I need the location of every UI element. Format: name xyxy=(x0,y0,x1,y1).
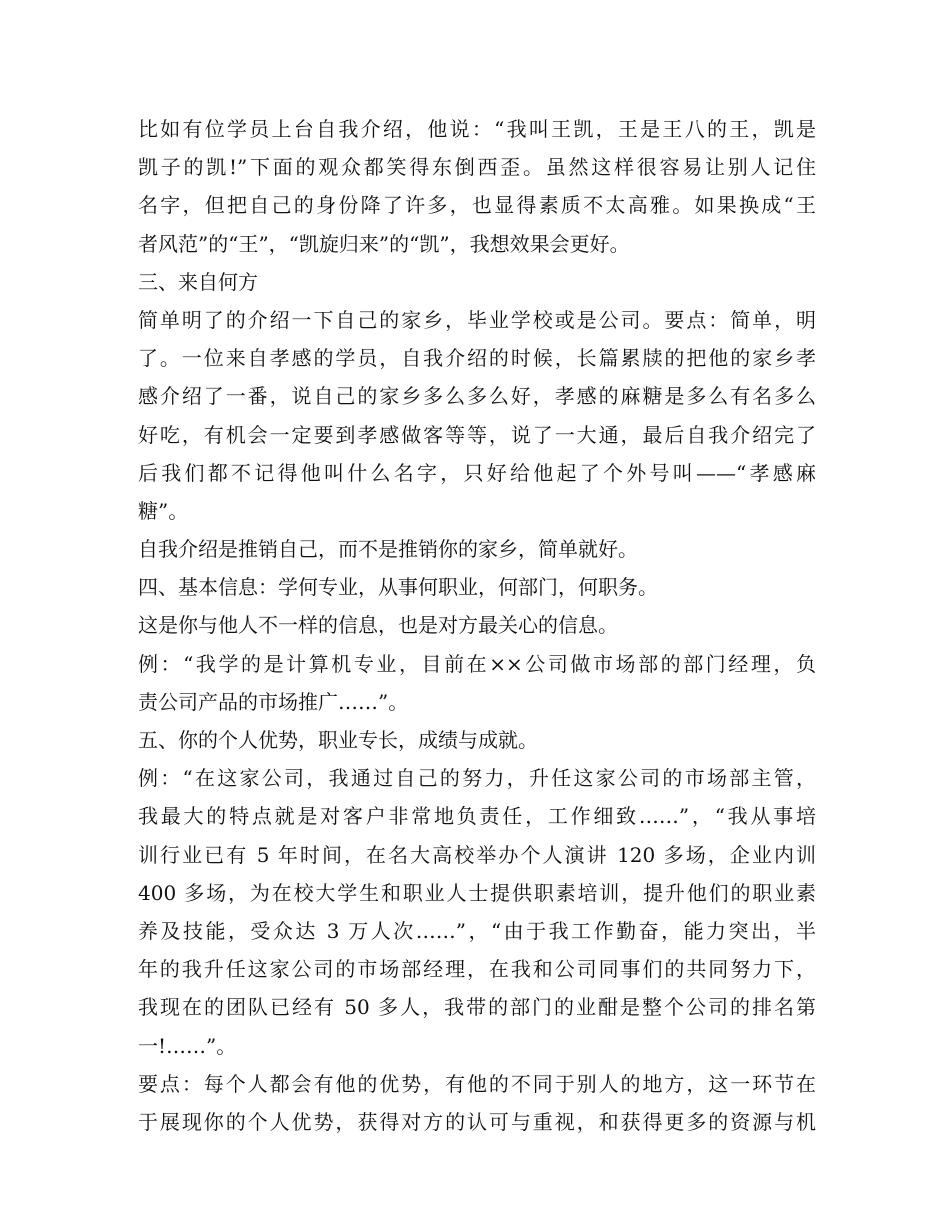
text-line: 好吃，有机会一定要到孝感做客等等，说了一大通，最后自我介绍完了 xyxy=(138,422,816,447)
text-line: 凯子的凯!”下面的观众都笑得东倒西歪。虽然这样很容易让别人记住 xyxy=(138,155,816,180)
text-line: 一!……”。 xyxy=(138,1033,237,1058)
text-line: 例：“在这家公司，我通过自己的努力，升任这家公司的市场部主管， xyxy=(138,766,816,791)
text-line: 要点：每个人都会有他的优势，有他的不同于别人的地方，这一环节在 xyxy=(138,1071,816,1096)
text-line: 自我介绍是推销自己，而不是推销你的家乡，简单就好。 xyxy=(138,537,638,562)
text-line: 糖”。 xyxy=(138,498,189,523)
text-line: 养及技能，受众达 3 万人次……”，“由于我工作勤奋，能力突出，半 xyxy=(138,918,816,943)
text-line: 了。一位来自孝感的学员，自我介绍的时候，长篇累牍的把他的家乡孝 xyxy=(138,346,816,371)
text-line: 这是你与他人不一样的信息，也是对方最关心的信息。 xyxy=(138,613,618,638)
text-line: 责公司产品的市场推广……”。 xyxy=(138,689,409,714)
text-line: 五、你的个人优势，职业专长，成绩与成就。 xyxy=(138,728,538,752)
text-line: 比如有位学员上台自我介绍，他说：“我叫王凯，王是王八的王，凯是 xyxy=(138,117,816,141)
text-line: 年的我升任这家公司的市场部经理，在我和公司同事们的共同努力下， xyxy=(138,957,816,982)
text-line: 名字，但把自己的身份降了许多，也显得素质不太高雅。如果换成“王 xyxy=(138,193,816,218)
text-line: 后我们都不记得他叫什么名字，只好给他起了个外号叫——“孝感麻 xyxy=(138,460,816,485)
text-line: 者风范”的“王”，“凯旋归来”的“凯”，我想效果会更好。 xyxy=(138,231,630,256)
text-line: 简单明了的介绍一下自己的家乡，毕业学校或是公司。要点：简单，明 xyxy=(138,307,816,332)
text-line: 400 多场，为在校大学生和职业人士提供职素培训，提升他们的职业素 xyxy=(138,880,816,905)
document-body xyxy=(138,110,816,1141)
text-line: 三、来自何方 xyxy=(138,269,258,294)
text-line: 训行业已有 5 年时间，在名大高校举办个人演讲 120 多场，企业内训 xyxy=(138,842,816,867)
text-line: 例：“我学的是计算机专业，目前在××公司做市场部的部门经理，负 xyxy=(138,651,816,676)
text-line: 我最大的特点就是对客户非常地负责任，工作细致……”，“我从事培 xyxy=(138,804,816,829)
text-line: 于展现你的个人优势，获得对方的认可与重视，和获得更多的资源与机 xyxy=(138,1109,816,1134)
text-line: 感介绍了一番，说自己的家乡多么多么好，孝感的麻糖是多么有名多么 xyxy=(138,384,816,409)
text-line: 我现在的团队已经有 50 多人，我带的部门的业酣是整个公司的排名第 xyxy=(138,995,816,1020)
text-line: 四、基本信息：学何专业，从事何职业，何部门，何职务。 xyxy=(138,575,658,600)
